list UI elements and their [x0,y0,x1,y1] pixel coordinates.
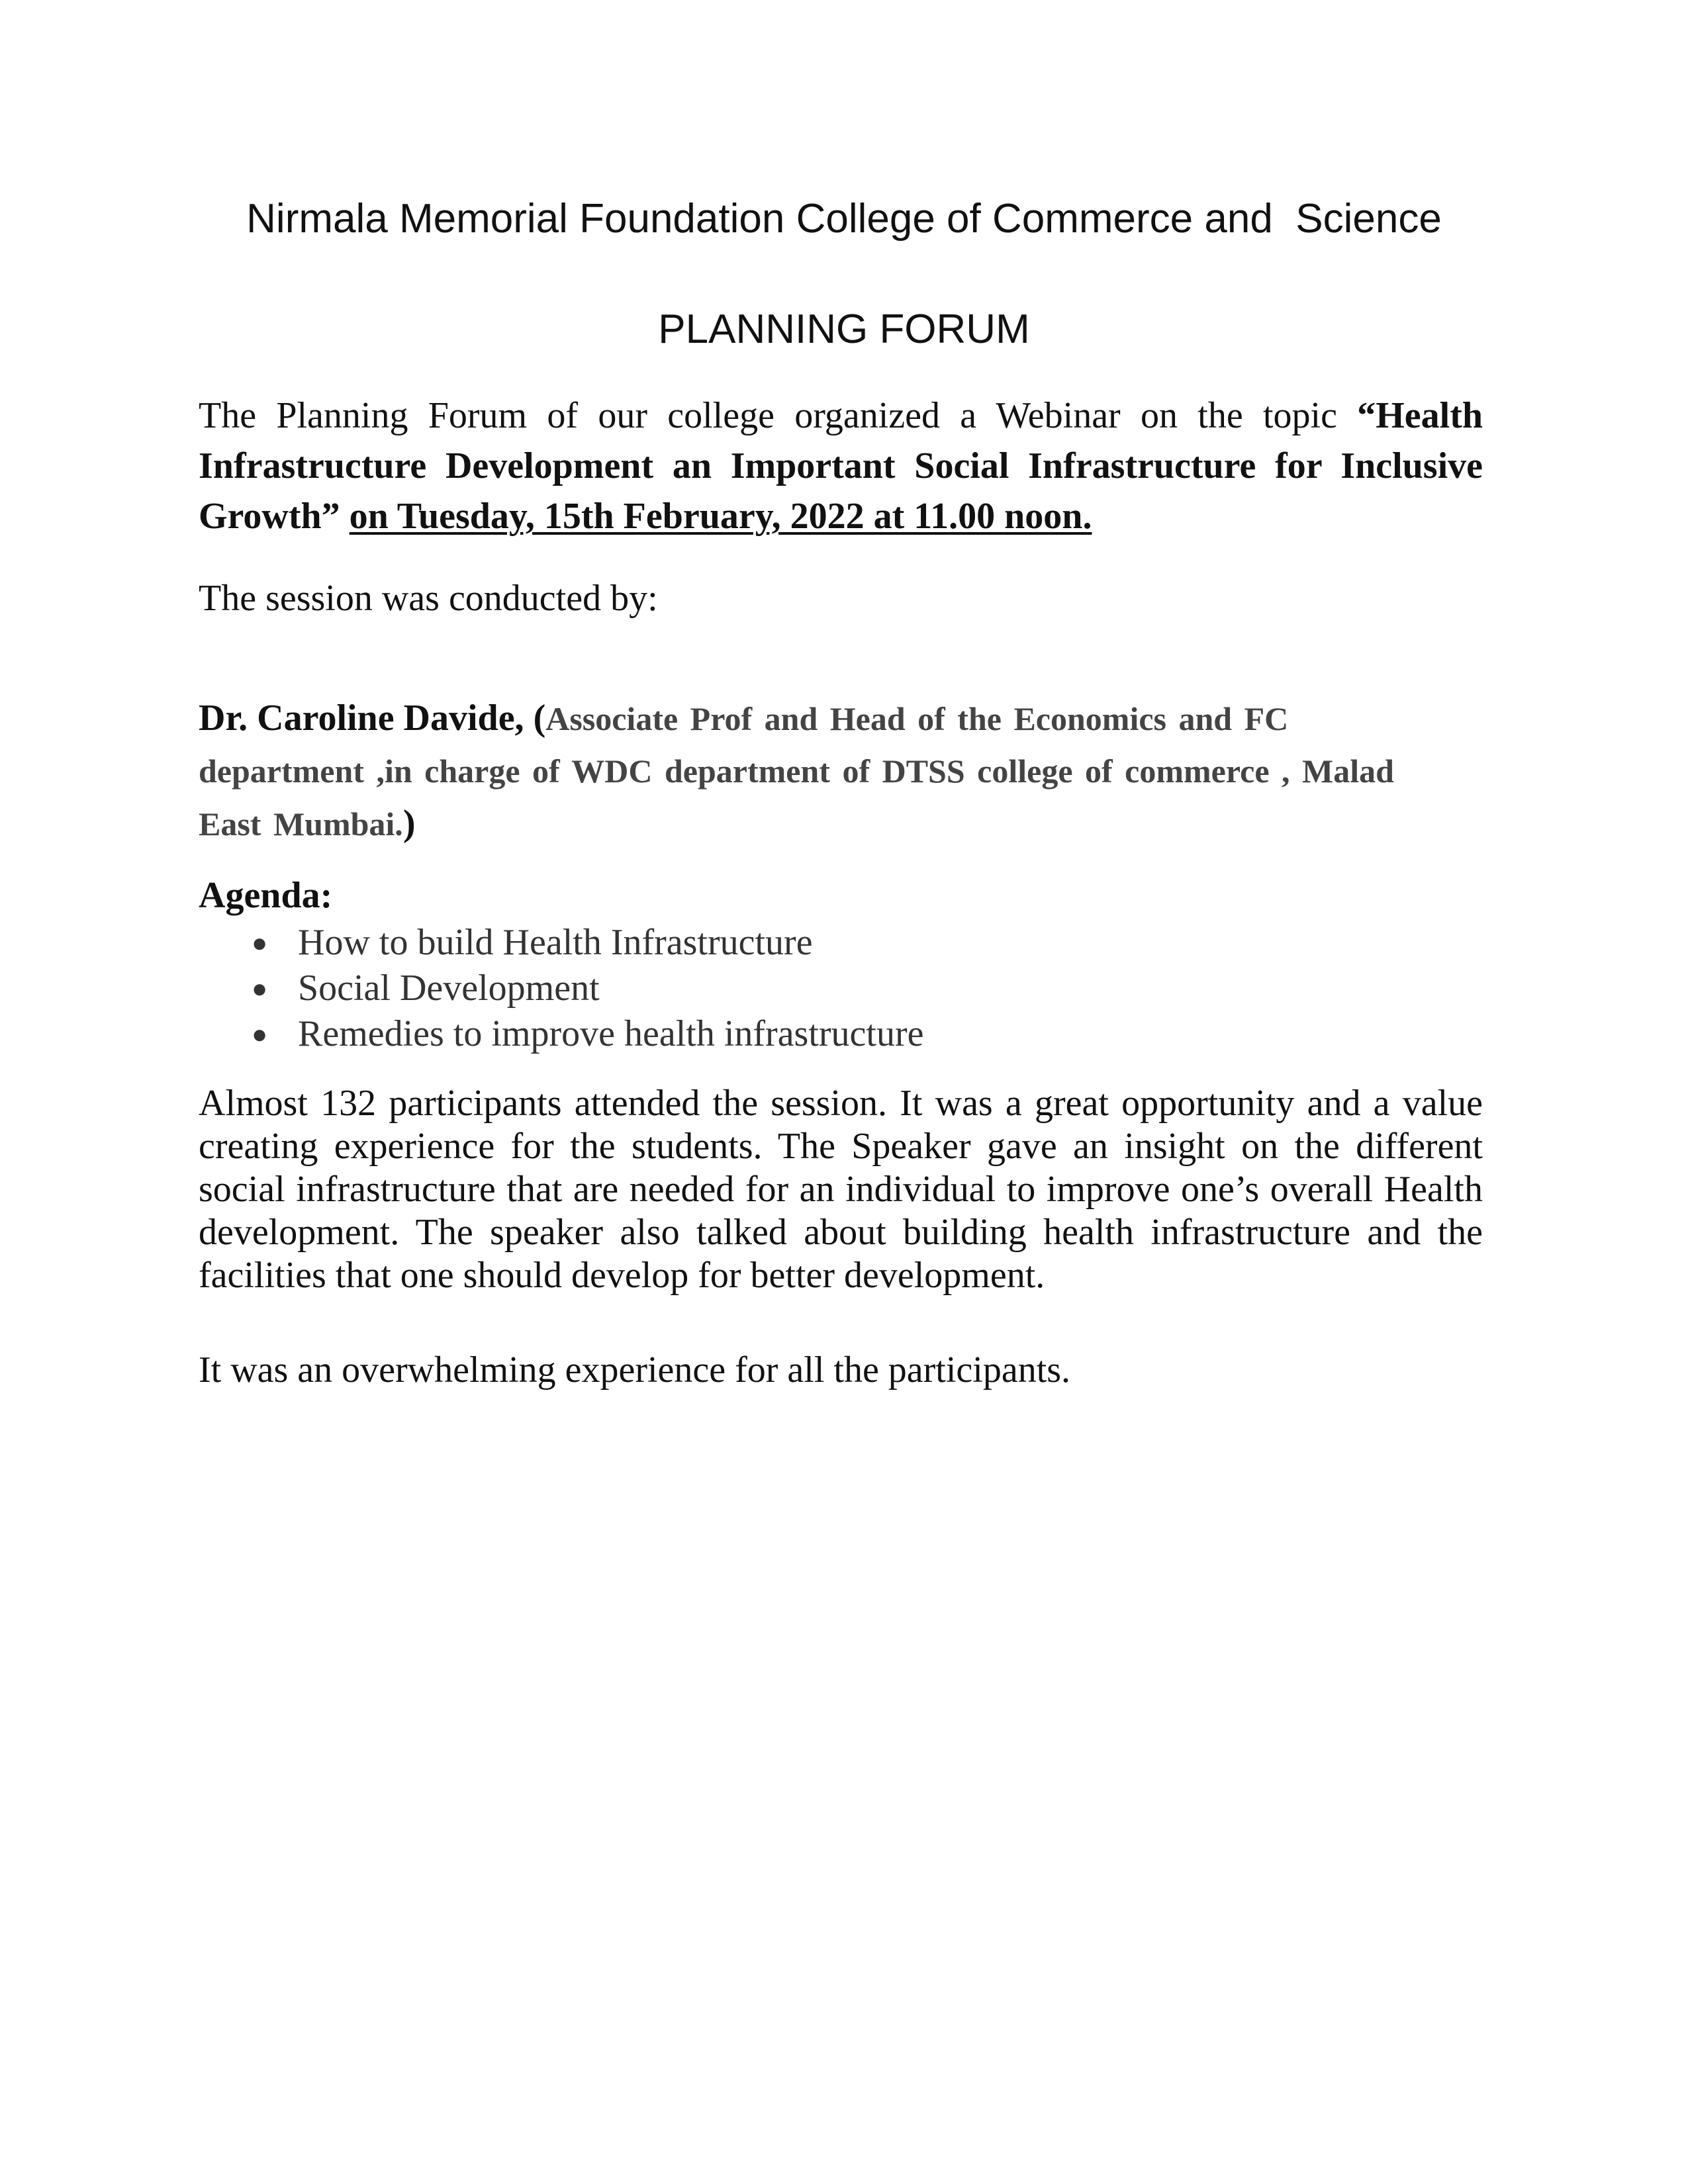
agenda-list [199,920,923,1057]
agenda-heading: Agenda: [199,875,333,916]
conducted-by-label: The session was conducted by: [199,578,658,619]
intro-paragraph [199,390,1483,541]
bullet-icon: ● [252,974,268,1003]
college-name-heading: Nirmala Memorial Foundation College of Commerce and Science [246,196,1442,242]
speaker-affiliation: Associate Prof and Head of the Economics and FC department ,in charge of WDC department of DTSS college of commerce , Malad East Mumbai. [199,700,1394,842]
speaker-block [199,696,1456,854]
webinar-topic: “Health Infrastructure Development an Important Social Infrastructure for Inclusive Growth” [199,395,1483,537]
forum-title-heading: PLANNING FORUM [658,306,1030,352]
agenda-item [199,920,923,966]
agenda-item-text: Remedies to improve health infrastructure [298,1013,924,1054]
agenda-item [199,1011,923,1057]
intro-lead-text: The Planning Forum of our college organized a Webinar on the topic [199,395,1358,436]
speaker-open-paren: ( [533,698,546,739]
speaker-close-paren: ) [402,803,416,844]
agenda-item [199,966,923,1011]
bullet-icon: ● [252,1019,268,1049]
speaker-name: Dr. Caroline Davide, [199,698,534,739]
summary-paragraph: Almost 132 participants attended the session. It was a great opportunity and a value creating experience for the students. The Speaker gave an insight on the different social infrastructure that are needed for an individual to improve one’s overall Health development. The speaker also talked about building health infrastructure and the facilities that one should develop for better development. [199,1083,1483,1296]
closing-sentence: It was an overwhelming experience for all the participants. [199,1349,1071,1390]
webinar-date-time: on Tuesday, 15th February, 2022 at 11.00 noon. [349,496,1092,537]
bullet-icon: ● [252,928,268,958]
agenda-item-text: Social Development [298,968,600,1009]
agenda-item-text: How to build Health Infrastructure [298,922,813,963]
